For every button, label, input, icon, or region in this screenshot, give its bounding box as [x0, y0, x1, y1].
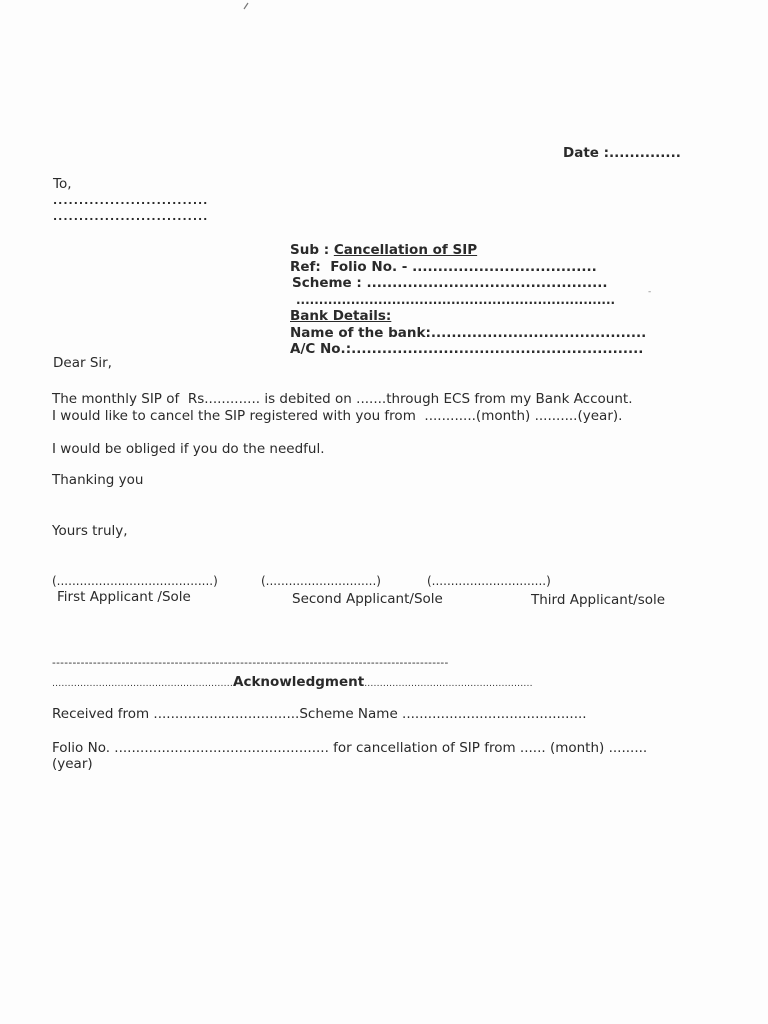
pen-mark — [243, 2, 249, 10]
year-line: (year) — [52, 756, 93, 772]
subject-label: Sub : — [290, 242, 330, 258]
signature-label-second: Second Applicant/Sole — [292, 591, 443, 607]
account-number-line: A/C No.:......................................................... — [290, 341, 644, 357]
ack-dots-left: .......................................................... — [52, 678, 233, 689]
signature-line-second: (.............................) — [261, 574, 381, 588]
thanking-line: Thanking you — [52, 472, 144, 488]
scheme-continuation-line: ...................................................................... — [296, 293, 616, 307]
closing-line: Yours truly, — [52, 523, 128, 539]
folio-number-line: Folio No. .................................................. for cancellation of SIP from ...... (month) ......... — [52, 740, 648, 756]
ack-dots-right: ...................................................... — [364, 678, 533, 689]
signature-label-third: Third Applicant/sole — [531, 592, 666, 608]
stray-mark: - — [648, 287, 652, 297]
bank-name-line: Name of the bank:.......................................... — [290, 325, 647, 341]
date-field: Date :.............. — [563, 145, 681, 161]
salutation: Dear Sir, — [53, 355, 112, 371]
subject-line — [290, 242, 477, 258]
ref-folio-line: Ref: Folio No. - .................................... — [290, 259, 597, 275]
acknowledgment-heading-line — [52, 674, 533, 692]
scheme-line: Scheme : ............................................... — [292, 275, 608, 291]
received-from-line: Received from ..................................Scheme Name ........................................... — [52, 706, 587, 722]
body-paragraph-line-2: I would like to cancel the SIP registered with you from ............(month) ..........(year). — [52, 408, 623, 424]
bank-details-heading: Bank Details: — [290, 308, 392, 324]
signature-label-first: First Applicant /Sole — [57, 589, 191, 605]
acknowledgment-divider: ------------------------------------------------------------------------------------------------- — [52, 657, 449, 669]
to-address-line-1: .............................. — [53, 194, 209, 207]
to-address-line-2: .............................. — [53, 210, 209, 223]
subject-text: Cancellation of SIP — [333, 242, 478, 258]
signature-line-third: (..............................) — [427, 574, 551, 588]
body-paragraph-line-1: The monthly SIP of Rs............. is debited on .......through ECS from my Bank Account. — [52, 391, 633, 407]
to-label: To, — [53, 176, 72, 192]
signature-line-first: (.........................................) — [52, 574, 218, 588]
acknowledgment-title: Acknowledgment — [233, 674, 365, 690]
body-paragraph-2: I would be obliged if you do the needful. — [52, 441, 325, 457]
